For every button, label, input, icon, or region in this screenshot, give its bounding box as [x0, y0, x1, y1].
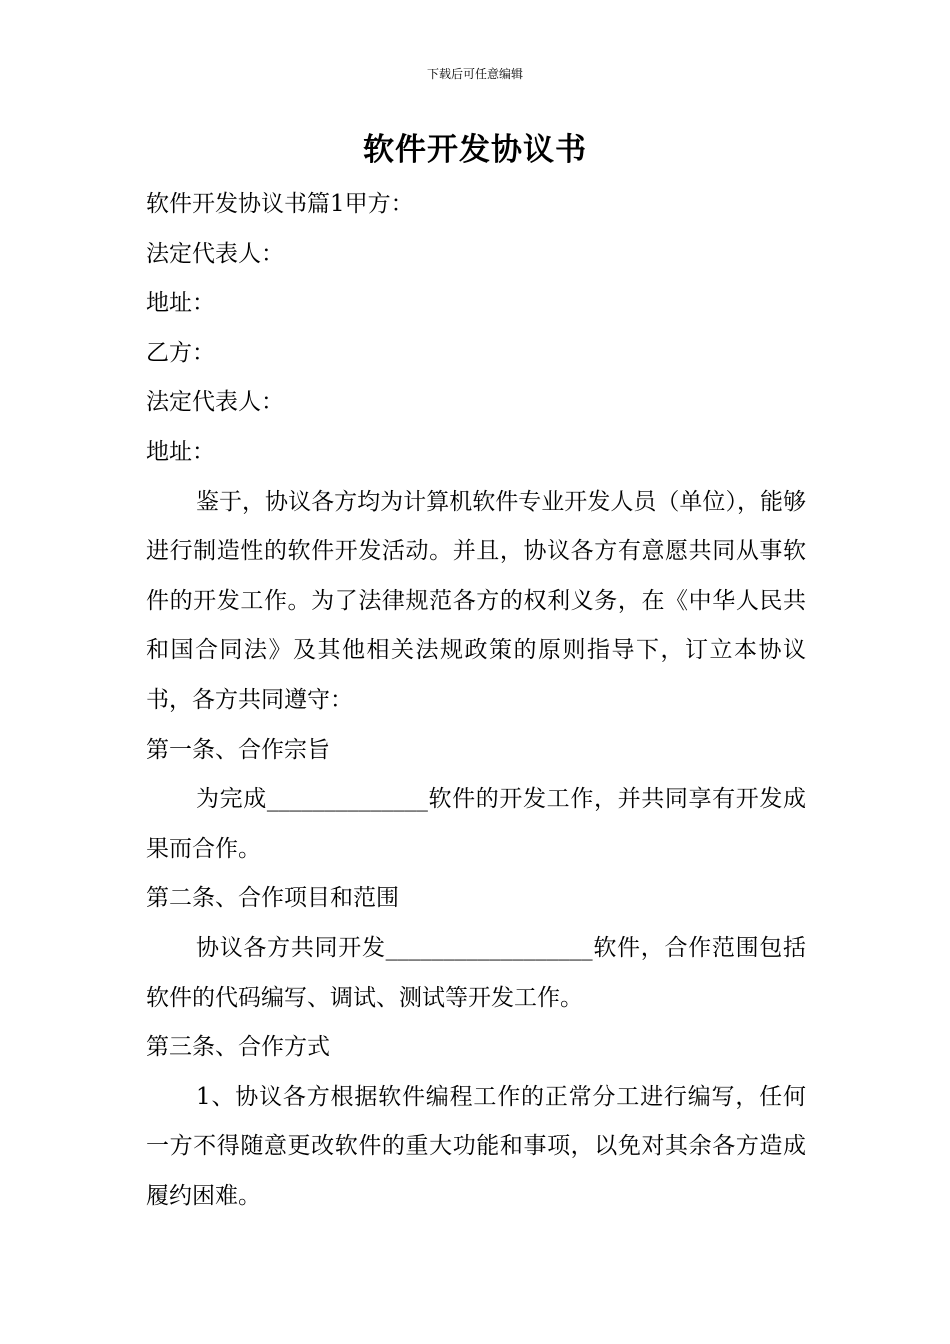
party-a-address: 地址： [146, 290, 215, 317]
party-b-legal-representative: 法定代表人： [146, 389, 284, 416]
article-2-heading: 第二条、合作项目和范围 [146, 885, 399, 912]
article-2-body: 协议各方共同开发__________________软件，合作范围包括软件的代码编写、调试、测试等开发工作。 [146, 934, 806, 1011]
article-3-heading: 第三条、合作方式 [146, 1034, 330, 1061]
party-b-heading: 乙方： [146, 339, 215, 366]
article-1-heading: 第一条、合作宗旨 [146, 736, 330, 763]
document-title: 软件开发协议书 [363, 132, 587, 168]
party-a-heading: 软件开发协议书篇1甲方： [146, 191, 414, 217]
party-a-legal-representative: 法定代表人： [146, 240, 284, 267]
party-b-address: 地址： [146, 438, 215, 465]
intro-paragraph: 鉴于，协议各方均为计算机软件专业开发人员（单位），能够进行制造性的软件开发活动。并且，协议各方有意愿共同从事软件的开发工作。为了法律规范各方的权利义务，在《中华人民共和国合同法》及其他相关法规政策的原则指导下，订立本协议书，各方共同遵守： [146, 488, 806, 713]
article-3-item-1: 1、协议各方根据软件编程工作的正常分工进行编写，任何一方不得随意更改软件的重大功能和事项，以免对其余各方造成履约困难。 [146, 1083, 806, 1209]
article-1-body: 为完成______________软件的开发工作，并共同享有开发成果而合作。 [146, 786, 806, 862]
header-note: 下载后可任意编辑 [426, 67, 523, 81]
document-body [146, 180, 806, 1221]
